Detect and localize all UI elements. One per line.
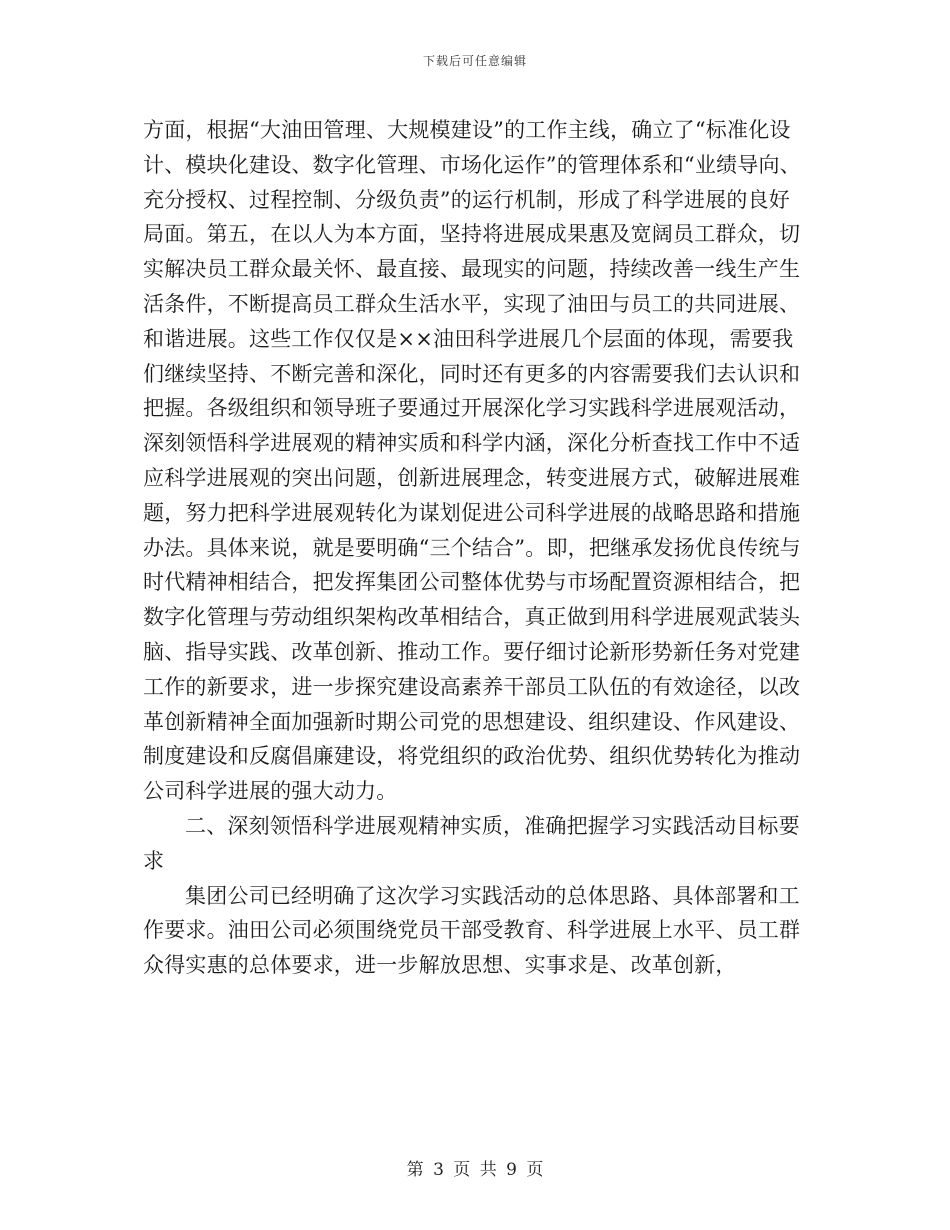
page-header: 下载后可任意编辑 <box>422 54 527 68</box>
document-body <box>143 113 805 983</box>
body-paragraph: 方面，根据“大油田管理、大规模建设”的工作主线，确立了“标准化设计、模块化建设、数字化管理、市场化运作”的管理体系和“业绩导向、充分授权、过程控制、分级负责”的运行机制，形成了科学进展的良好局面。第五，在以人为本方面，坚持将进展成果惠及宽阔员工群众，切实解决员工群众最关怀、最直接、最现实的问题，持续改善一线生产生活条件，不断提高员工群众生活水平，实现了油田与员工的共同进展、和谐进展。这些工作仅仅是××油田科学进展几个层面的体现，需要我们继续坚持、不断完善和深化，同时还有更多的内容需要我们去认识和把握。各级组织和领导班子要通过开展深化学习实践科学进展观活动，深刻领悟科学进展观的精神实质和科学内涵，深化分析查找工作中不适应科学进展观的突出问题，创新进展理念，转变进展方式，破解进展难题，努力把科学进展观转化为谋划促进公司科学进展的战略思路和措施办法。具体来说，就是要明确“三个结合”。即，把继承发扬优良传统与时代精神相结合，把发挥集团公司整体优势与市场配置资源相结合，把数字化管理与劳动组织架构改革相结合，真正做到用科学进展观武装头脑、指导实践、改革创新、推动工作。要仔细讨论新形势新任务对党建工作的新要求，进一步探究建设高素养干部员工队伍的有效途径，以改革创新精神全面加强新时期公司党的思想建设、组织建设、作风建设、制度建设和反腐倡廉建设，将党组织的政治优势、组织优势转化为推动公司科学进展的强大动力。 <box>143 118 801 804</box>
section-heading: 二、深刻领悟科学进展观精神实质，准确把握学习实践活动目标要求 <box>143 813 800 873</box>
body-paragraph: 集团公司已经明确了这次学习实践活动的总体思路、具体部署和工作要求。油田公司必须围绕党员干部受教育、科学进展上水平、员工群众得实惠的总体要求，进一步解放思想、实事求是、改革创新， <box>143 883 801 978</box>
page-footer: 第 3 页 共 9 页 <box>406 1160 544 1180</box>
